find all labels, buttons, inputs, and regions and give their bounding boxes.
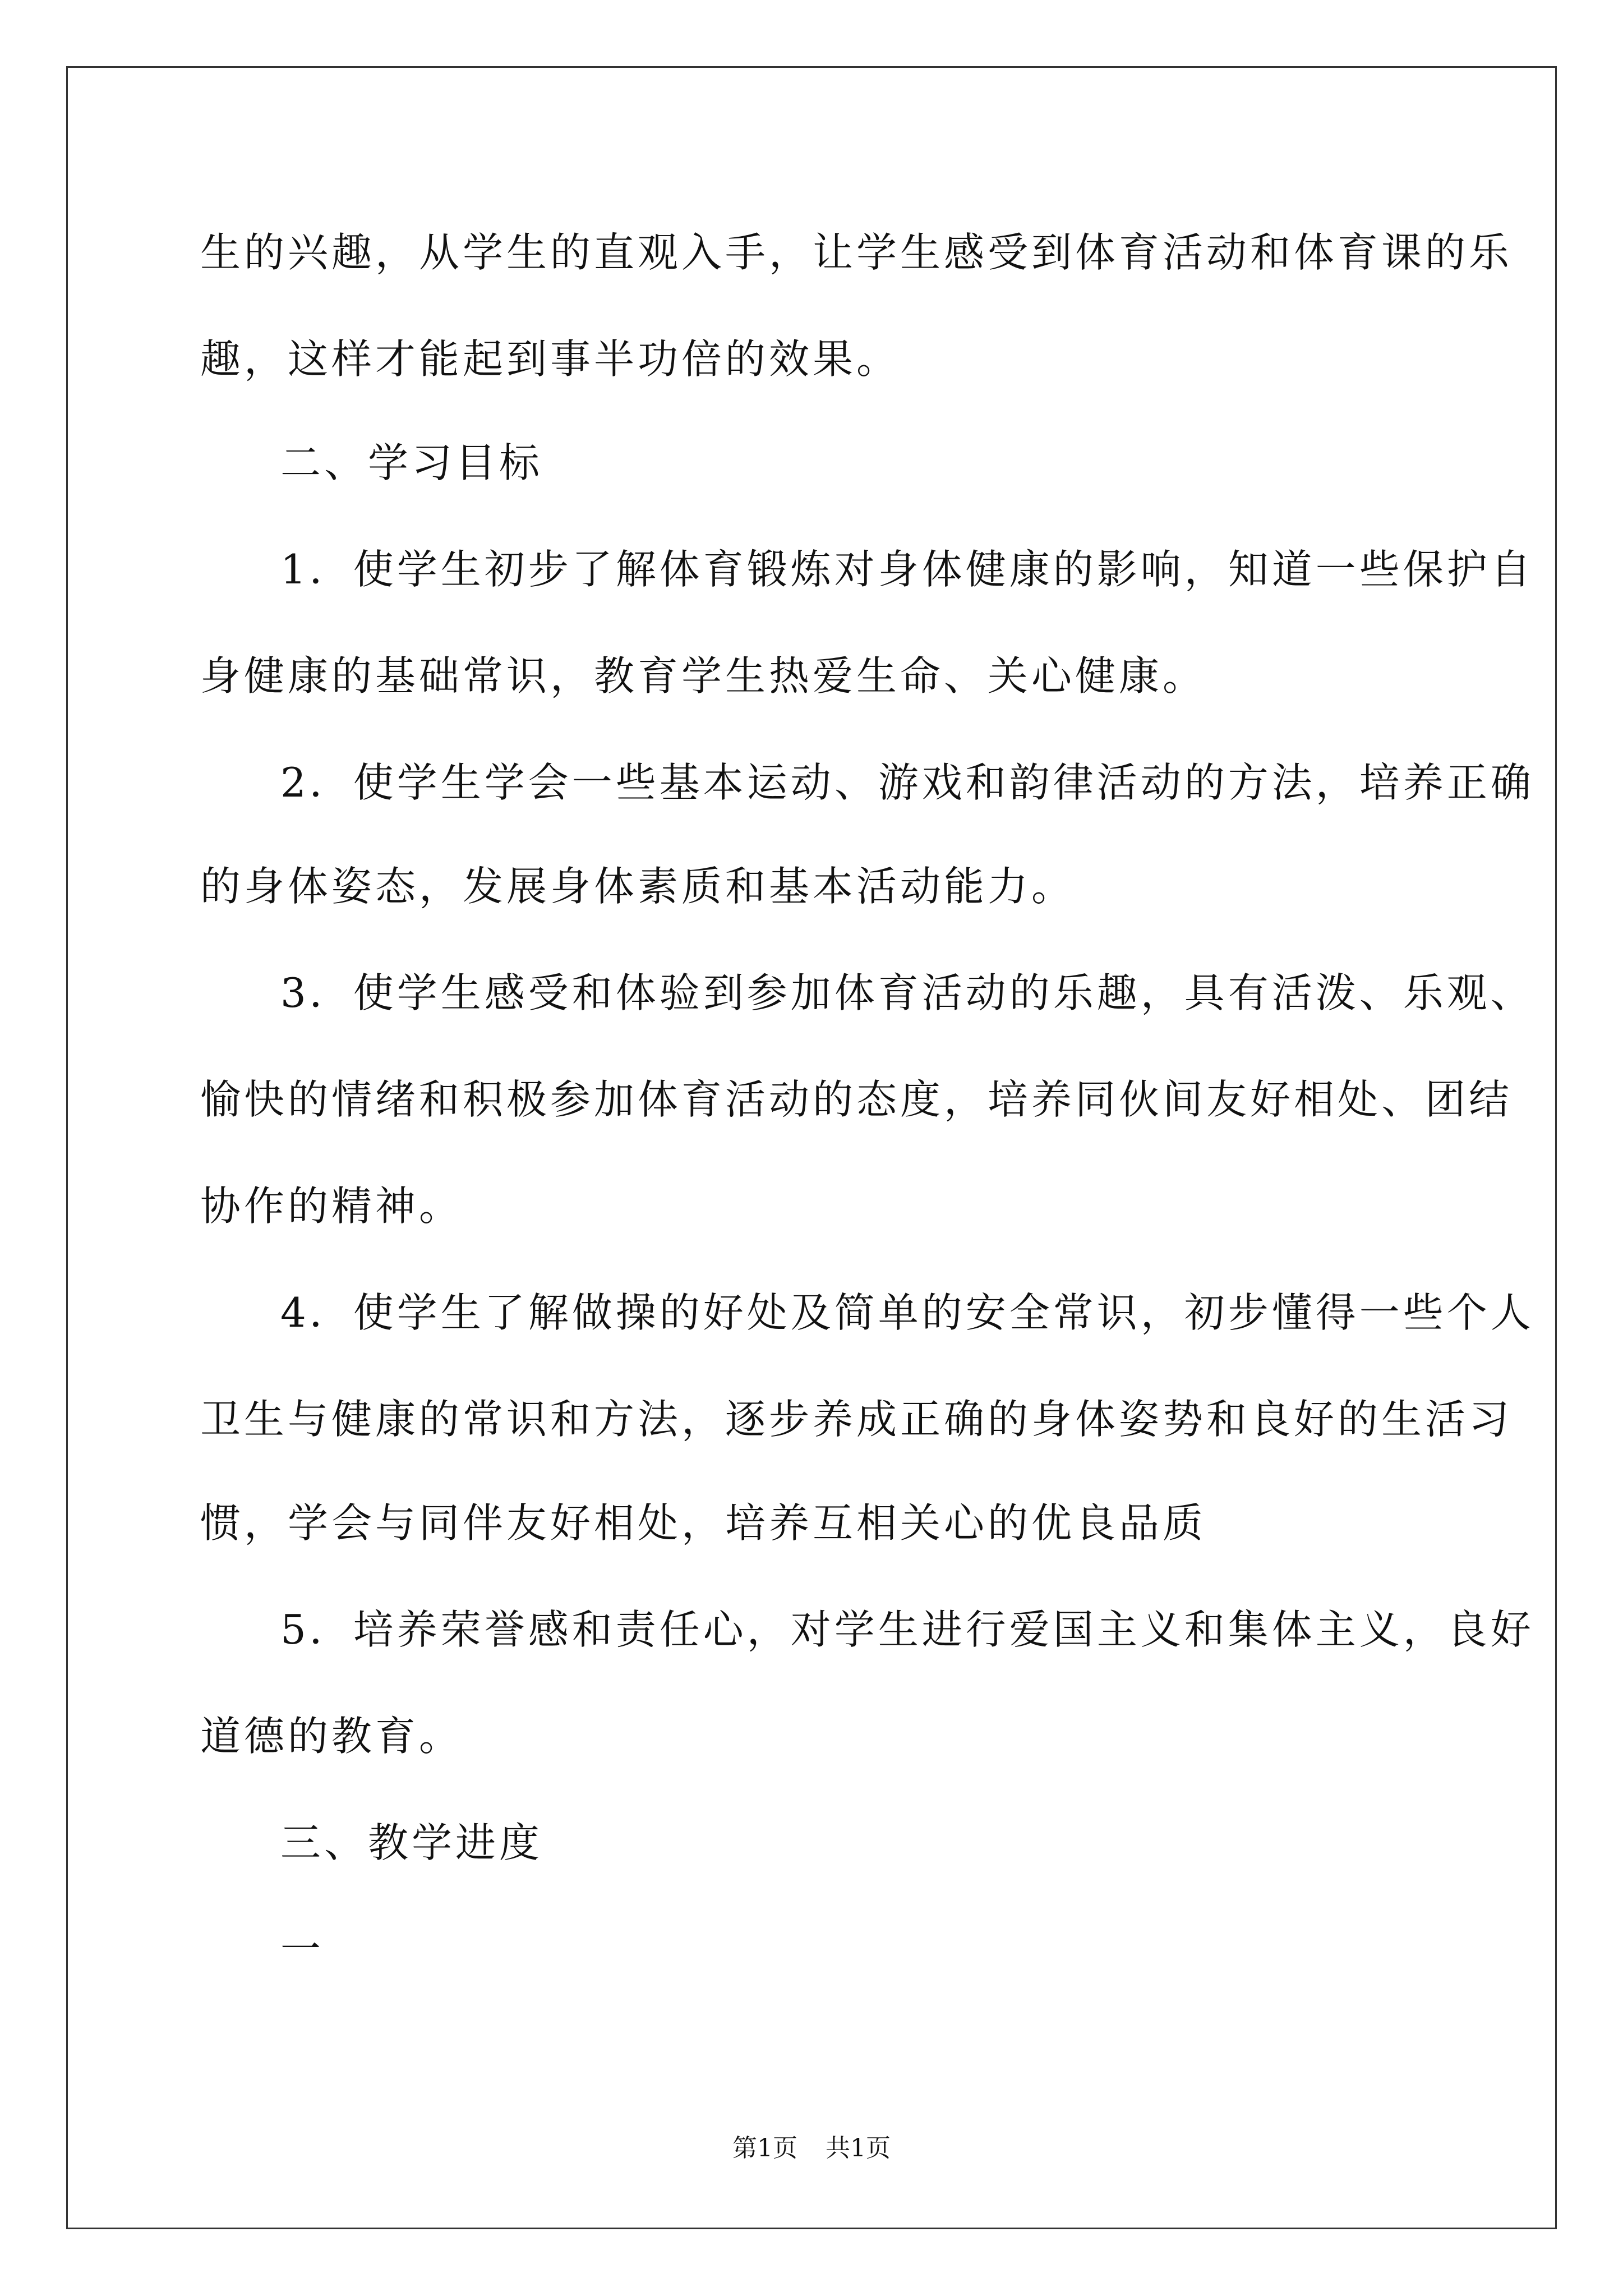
text-line: 5．培养荣誉感和责任心，对学生进行爱国主义和集体主义，良好 bbox=[280, 1606, 1534, 1653]
text-line: 协作的精神。 bbox=[200, 1182, 463, 1230]
text-line: 一 bbox=[280, 1926, 325, 1973]
text-line: 愉快的情绪和积极参加体育活动的态度，培养同伙间友好相处、团结 bbox=[200, 1076, 1513, 1123]
text-line: 4．使学生了解做操的好处及简单的安全常识，初步懂得一些个人 bbox=[280, 1289, 1534, 1336]
page-footer bbox=[0, 2132, 1623, 2165]
text-line: 身健康的基础常识，教育学生热爱生命、关心健康。 bbox=[200, 652, 1207, 700]
section-heading: 二、学习目标 bbox=[280, 439, 543, 486]
page-total: 共1页 bbox=[826, 2134, 891, 2162]
page-number: 第1页 bbox=[732, 2134, 797, 2162]
text-line: 2．使学生学会一些基本运动、游戏和韵律活动的方法，培养正确 bbox=[280, 759, 1534, 806]
text-line: 生的兴趣，从学生的直观入手，让学生感受到体育活动和体育课的乐 bbox=[200, 229, 1513, 276]
text-line: 1．使学生初步了解体育锻炼对身体健康的影响，知道一些保护自 bbox=[280, 546, 1534, 593]
text-line: 3．使学生感受和体验到参加体育活动的乐趣，具有活泼、乐观、 bbox=[280, 969, 1534, 1016]
text-line: 惯，学会与同伴友好相处，培养互相关心的优良品质 bbox=[200, 1499, 1207, 1547]
text-line: 卫生与健康的常识和方法，逐步养成正确的身体姿势和良好的生活习 bbox=[200, 1396, 1513, 1443]
text-line: 趣，这样才能起到事半功倍的效果。 bbox=[200, 335, 901, 383]
text-line: 道德的教育。 bbox=[200, 1713, 463, 1760]
section-heading: 三、教学进度 bbox=[280, 1819, 543, 1866]
page-frame bbox=[66, 66, 1557, 2229]
text-line: 的身体姿态，发展身体素质和基本活动能力。 bbox=[200, 863, 1076, 910]
